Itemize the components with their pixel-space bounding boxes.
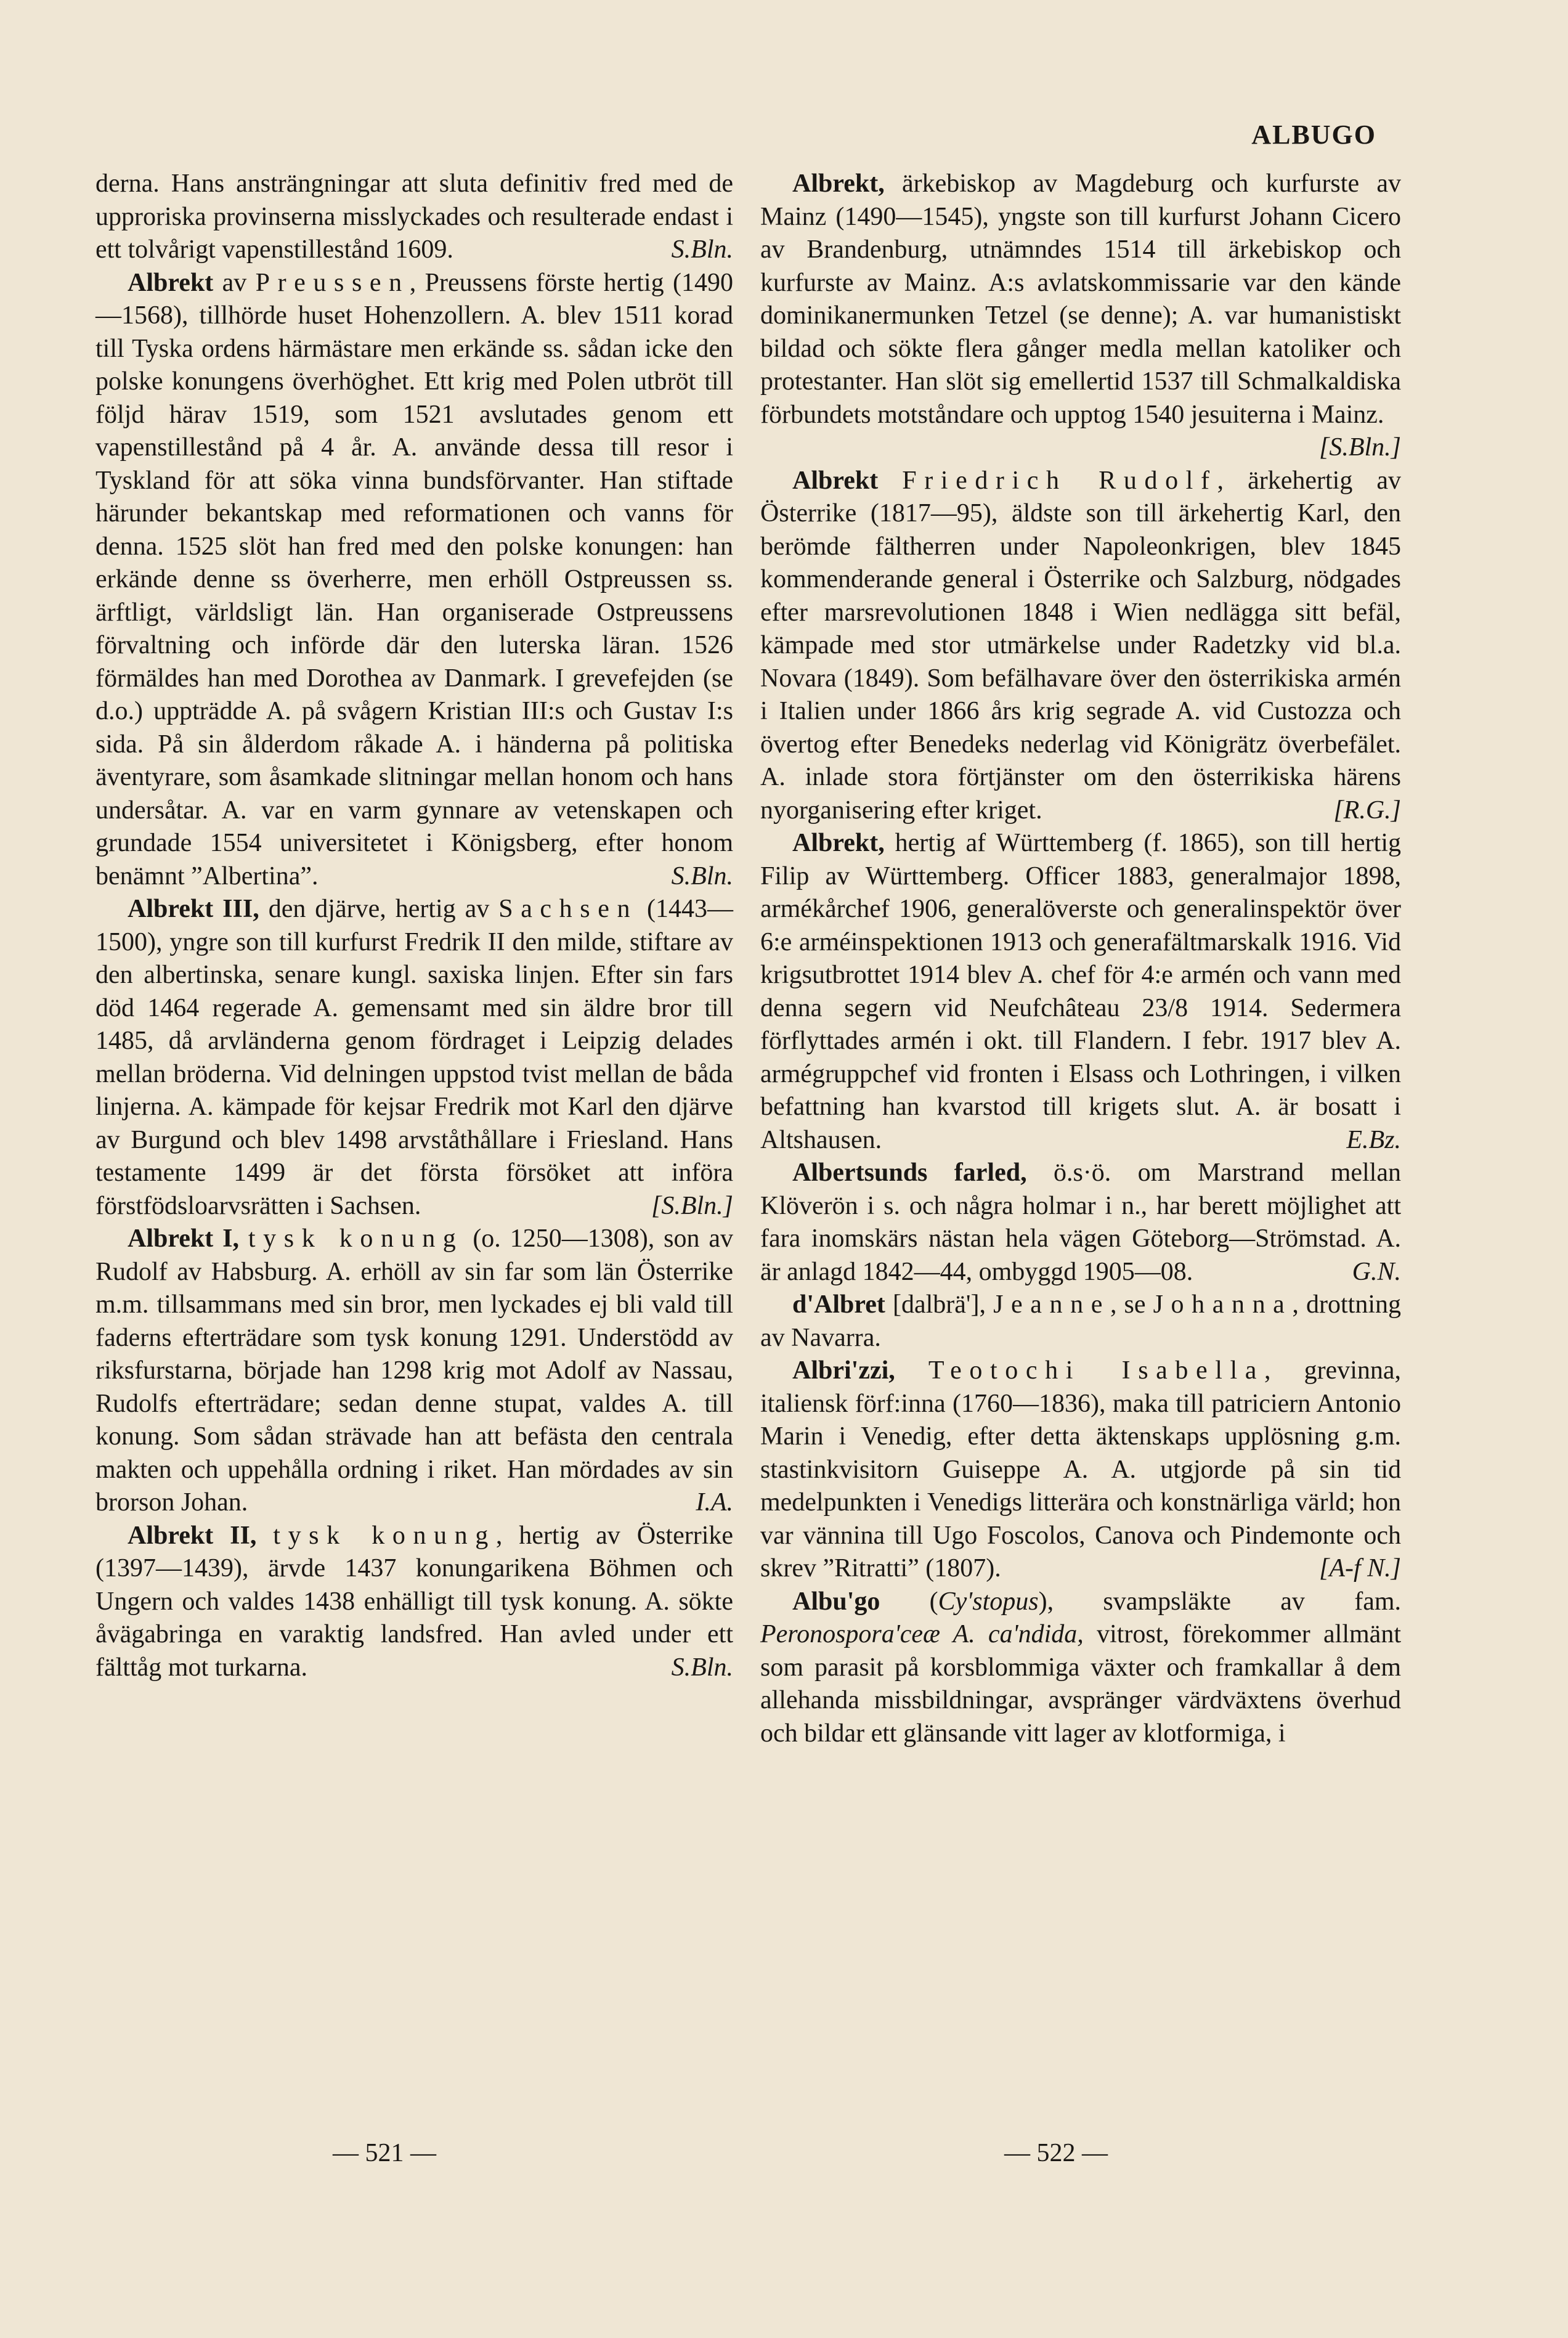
right-column [760, 168, 1401, 1750]
entry-headword: Albrekt III, [128, 895, 259, 923]
page-number-right: — 522 — [1004, 2139, 1108, 2167]
author-signature: S.Bln. [671, 861, 733, 890]
entry-albugo: Albu'go (Cy'stopus), svampsläkte av fam. Peronospora'ceæ A. ca'ndida, vitrost, förekommer allmänt som parasit på korsblommiga växter och framkallar å dem allehanda missbildningar, avspränger värdväxtens överhud och bildar ett glänsande vitt lager av klotformiga, i [760, 1587, 1401, 1748]
author-signature: S.Bln. [671, 235, 733, 264]
entry-headword: Albrekt I, [128, 1224, 239, 1253]
entry-albrekt-iii: Albrekt III, den djärve, hertig av Sachsen (1443—1500), yngre son till kurfurst Fredrik II den milde, stiftare av den albertinska, senare kungl. saxiska linjen. Efter sin fars död 1464 regerade A. gemensamt med sin äldre bror till 1485, då arvländerna genom fördraget i Leipzig delades mellan bröderna. Vid delningen uppstod tvist mellan de båda linjerna. A. kämpade för kejsar Fredrik mot Karl den djärve av Burgund och blev 1498 arvståthållare i Friesland. Hans testamente 1499 är det första försöket att införa förstfödsloarvsrätten i Sachsen. [S.Bln.] [95, 893, 733, 1223]
entry-headword: d'Albret [792, 1290, 885, 1319]
entry-albrekt-arkebiskop: Albrekt, ärkebiskop av Magdeburg och kurfurste av Mainz (1490—1545), yngste son till kurfurst Johann Cicero av Brandenburg, utnämndes 1514 till ärkebiskop och kurfurste av Mainz. A:s avlatskommissarie var den kände dominikanermunken Tetzel (se denne); A. var humanistiskt bildad och sökte flera gånger medla mellan katoliker och protestanter. Han slöt sig emellertid 1537 till Schmalkaldiska förbundets motståndare och upptog 1540 jesuiterna i Mainz. [S.Bln.] [760, 168, 1401, 465]
entry-albrekt-friedrich-rudolf: Albrekt Friedrich Rudolf, ärkehertig av Österrike (1817—95), äldste son till ärkehertig Karl, den berömde fältherren under Napoleonkrigen, blev 1845 kommenderande general i Österrike och Salzburg, nödgades efter marsrevolutionen 1848 i Wien nedlägga sitt befäl, kämpade med stor utmärkelse under Radetzky vid bl.a. Novara (1849). Som befälhavare över den österrikiska armén i Italien under 1866 års krig segrade A. vid Custozza och övertog efter Benedeks nederlag vid Königrätz överbefälet. A. inlade stora förtjänster om den österrikiska härens nyorganisering efter kriget. [R.G.] [760, 465, 1401, 828]
entry-headword: Albri'zzi, [792, 1356, 895, 1385]
author-signature: [R.G.] [1333, 796, 1401, 825]
entry-headword: Albu'go [792, 1587, 880, 1616]
left-column [95, 168, 733, 1684]
running-head: ALBUGO [1251, 120, 1376, 150]
author-signature: [S.Bln.] [651, 1191, 733, 1220]
entry-headword: Albrekt, [792, 829, 885, 857]
entry-albertsunds-farled: Albertsunds farled, ö.s·ö. om Marstrand mellan Klöverön i s. och några holmar i n., har berett möjlighet att fara inomskärs nästan hela vägen Göteborg—Strömstad. A. är anlagd 1842—44, ombyggd 1905—08. G.N. [760, 1157, 1401, 1289]
date-fraction: 23/8 [1142, 993, 1188, 1022]
author-signature: [S.Bln.] [1318, 433, 1401, 462]
entry-headword: Albrekt [792, 466, 879, 495]
entry-continuation: derna. Hans ansträngningar att sluta definitiv fred med de upproriska provinserna misslyckades och resulterade endast i ett tolvårigt vapenstillestånd 1609. S.Bln. [95, 168, 733, 267]
page-number-left: — 521 — [333, 2139, 436, 2167]
author-signature: E.Bz. [1346, 1125, 1401, 1154]
author-signature: G.N. [1352, 1257, 1401, 1286]
entry-albrekt-wurttemberg: Albrekt, hertig af Württemberg (f. 1865), son till hertig Filip av Württemberg. Officer 1883, generalmajor 1898, armékårchef 1906, generalöverste och generalinspektör över 6:e arméinspektionen 1913 och generafältmarskalk 1916. Vid krigsutbrottet 1914 blev A. chef för 4:e armén och vann med denna segern vid Neufchâteau 23/8 1914. Sedermera förflyttades armén i okt. till Flandern. I febr. 1917 blev A. armégruppchef vid fronten i Elsass och Lothringen, i vilken befattning han kvarstod till krigets slut. A. är bosatt i Altshausen. E.Bz. [760, 827, 1401, 1157]
author-signature: I.A. [696, 1488, 733, 1517]
author-signature: [A-f N.] [1318, 1554, 1401, 1582]
entry-headword: Albertsunds farled, [792, 1159, 1027, 1187]
author-signature: S.Bln. [671, 1653, 733, 1682]
entry-headword: Albrekt [128, 268, 214, 297]
entry-albrekt-ii: Albrekt II, tysk konung, hertig av Österrike (1397—1439), ärvde 1437 konungarikena Böhmen och Ungern och valdes 1438 enhälligt till tysk konung. A. sökte åvägabringa en varaktig landsfred. Han avled under ett fälttåg mot turkarna. S.Bln. [95, 1520, 733, 1685]
entry-dalbret: d'Albret [dalbrä'], Jeanne, se Johanna, drottning av Navarra. [760, 1290, 1401, 1352]
entry-headword: Albrekt II, [128, 1521, 257, 1550]
entry-albrizzi: Albri'zzi, Teotochi Isabella, grevinna, italiensk förf:inna (1760—1836), maka till patriciern Antonio Marin i Venedig, efter detta äktenskaps upplösning g.m. stastinkvisitorn Guiseppe A. A. utgjorde på sin tid medelpunkten i Venedigs litterära och konstnärliga värld; hon var vännina till Ugo Foscolos, Canova och Pindemonte och skrev ”Ritratti” (1807). [A-f N.] [760, 1354, 1401, 1586]
entry-albrekt-av-preussen: Albrekt av Preussen, Preussens förste hertig (1490—1568), tillhörde huset Hohenzollern. A. blev 1511 korad till Tyska ordens härmästare men erkände ss. sådan icke den polske konungens överhöghet. Ett krig med Polen utbröt till följd härav 1519, som 1521 avslutades genom ett vapenstillestånd på 4 år. A. använde dessa till resor i Tyskland för att söka vinna bundsförvanter. Han stiftade härunder bekantskap med reformationen och vanns för denna. 1525 slöt han fred med den polske konungen: han erkände denne ss överherre, men erhöll Ostpreussen ss. ärftligt, världsligt län. Han organiserade Ostpreussens förvaltning och införde där den luterska läran. 1526 förmäldes han med Dorothea av Danmark. I grevefejden (se d.o.) uppträdde A. på svågern Kristian III:s och Gustav I:s sida. På sin ålderdom råkade A. i händerna på politiska äventyrare, som åsamkade slitningar mellan honom och hans undersåtar. A. var en varm gynnare av vetenskapen och grundade 1554 universitetet i Königsberg, efter honom benämnt ”Albertina”. S.Bln. [95, 267, 733, 894]
entry-albrekt-i: Albrekt I, tysk konung (o. 1250—1308), son av Rudolf av Habsburg. A. erhöll av sin far som län Österrike m.m. tillsammans med sin bror, men lyckades ej bli vald till faderns efterträdare som tysk konung 1291. Understödd av riksfurstarna, började han 1298 krig mot Adolf av Nassau, Rudolfs efterträdare; sedan denne stupat, valdes A. till konung. Som sådan strävade han att befästa den centrala makten och uppehålla ordning i riket. Han mördades av sin brorson Johan. I.A. [95, 1223, 733, 1520]
entry-headword: Albrekt, [792, 169, 885, 198]
